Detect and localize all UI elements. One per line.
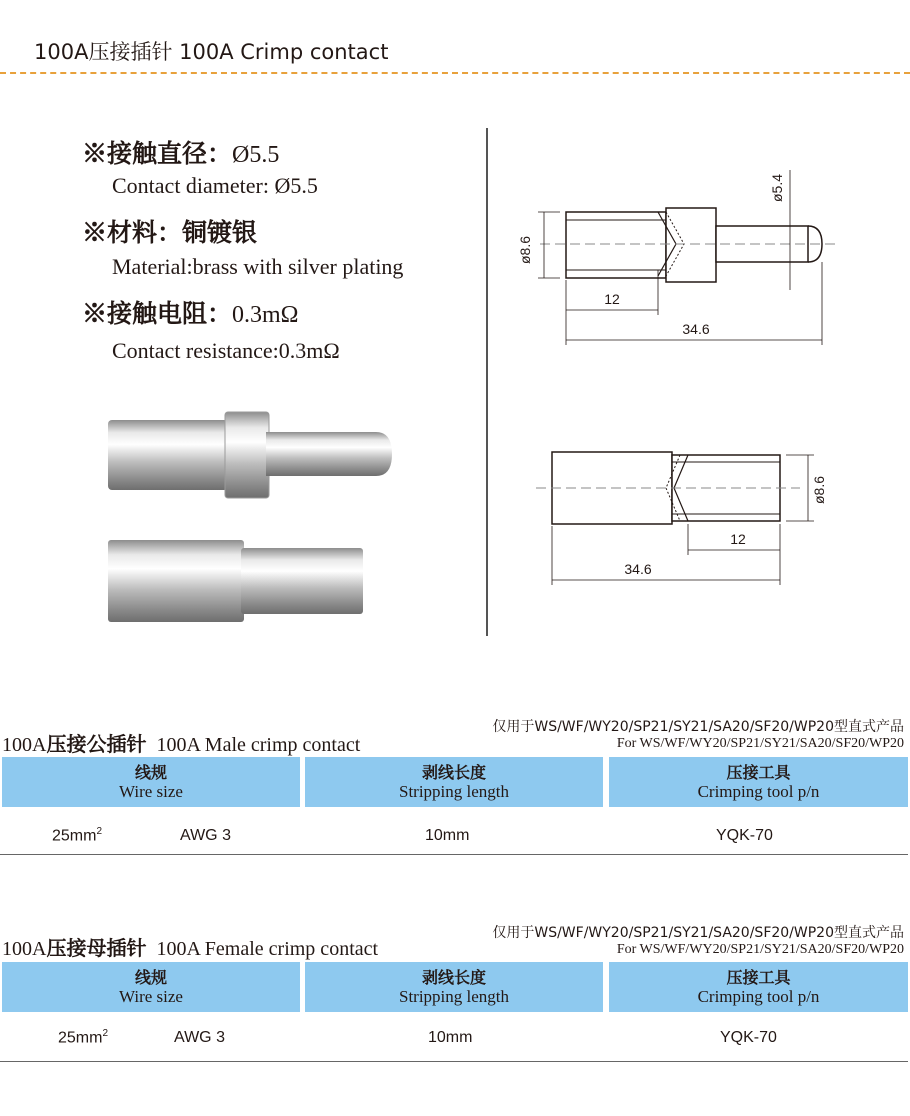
spec-resistance-zh: [82, 294, 299, 330]
header-zh: 剥线长度: [421, 968, 486, 987]
male-dim-l2: 34.6: [682, 321, 710, 337]
female-title-en: 100A Female crimp contact: [156, 938, 379, 960]
spec-diameter-en: Contact diameter: Ø5.5: [112, 173, 318, 198]
male-dim-d2: ø5.4: [769, 173, 785, 203]
spec-diameter-zh: [82, 134, 279, 170]
female-drawing: [536, 452, 814, 585]
male-header-strip-length: [305, 757, 603, 807]
spec-material-zh: [82, 213, 257, 249]
male-wire-awg: AWG 3: [180, 827, 231, 844]
male-header-wire-size: [2, 757, 300, 807]
header-dashed-divider: [0, 72, 910, 74]
product-photo: [100, 400, 400, 630]
male-title-prefix: 100A: [2, 734, 47, 756]
female-title-zh: 压接母插针: [46, 936, 147, 960]
male-strip-length: 10mm: [425, 827, 470, 844]
spec-material-en: Material:brass with silver plating: [112, 254, 404, 279]
male-table-bottom-rule: [0, 854, 908, 855]
vertical-divider: [486, 128, 488, 636]
female-title-prefix: 100A: [2, 938, 47, 960]
female-header-wire-size: [2, 962, 300, 1012]
wire-mm-sup: 2: [102, 1028, 109, 1039]
wire-mm-sup: 2: [96, 826, 103, 837]
female-dim-l1: 12: [730, 531, 746, 547]
technical-drawings: [500, 150, 900, 600]
male-note-en: For WS/WF/WY20/SP21/SY21/SA20/SF20/WP20: [616, 736, 904, 751]
wire-mm-value: 25mm: [58, 1029, 103, 1047]
spec-diameter-value: Ø5.5: [232, 142, 280, 168]
header-zh: 剥线长度: [421, 763, 486, 782]
male-header-crimp-tool: [609, 757, 908, 807]
header-en: Crimping tool p/n: [697, 782, 820, 801]
header-en: Wire size: [119, 782, 183, 801]
male-table-title: [2, 728, 360, 757]
spec-resistance-label: ※接触电阻：: [82, 299, 233, 328]
header-en: Crimping tool p/n: [697, 987, 820, 1006]
male-pin-photo: [108, 412, 392, 498]
male-title-zh: 压接公插针: [46, 732, 147, 756]
male-dim-d1: ø8.6: [517, 235, 533, 265]
spec-diameter-label: ※接触直径：: [82, 139, 233, 168]
spec-material-label: ※材料：: [82, 218, 183, 247]
spec-material-value: 铜镀银: [182, 218, 258, 247]
page-title: 100A压接插针 100A Crimp contact: [34, 40, 389, 64]
header-zh: 压接工具: [726, 763, 791, 782]
header-zh: 线规: [134, 763, 167, 782]
female-dim-d1: ø8.6: [811, 475, 827, 505]
spec-resistance-en: Contact resistance:0.3mΩ: [112, 338, 340, 363]
female-wire-mm: [58, 1028, 108, 1047]
male-drawing: [538, 170, 840, 345]
spec-resistance-value: 0.3mΩ: [232, 302, 299, 328]
header-en: Wire size: [119, 987, 183, 1006]
male-dim-l1: 12: [604, 291, 620, 307]
header-en: Stripping length: [398, 987, 510, 1006]
male-title-en: 100A Male crimp contact: [156, 734, 361, 756]
female-table-title: [2, 932, 378, 961]
female-header-crimp-tool: [609, 962, 908, 1012]
wire-mm-value: 25mm: [52, 827, 97, 845]
female-header-strip-length: [305, 962, 603, 1012]
female-note-zh: 仅用于WS/WF/WY20/SP21/SY21/SA20/SF20/WP20型直式产品: [492, 925, 904, 941]
male-crimp-tool: YQK-70: [716, 827, 773, 844]
header-zh: 压接工具: [726, 968, 791, 987]
female-dim-l2: 34.6: [624, 561, 652, 577]
female-strip-length: 10mm: [428, 1029, 473, 1046]
female-pin-photo: [108, 540, 363, 622]
header-en: Stripping length: [398, 782, 510, 801]
female-table-bottom-rule: [0, 1061, 908, 1062]
female-crimp-tool: YQK-70: [720, 1029, 777, 1046]
male-wire-mm: [52, 826, 102, 845]
header-zh: 线规: [134, 968, 167, 987]
male-note-zh: 仅用于WS/WF/WY20/SP21/SY21/SA20/SF20/WP20型直式产品: [492, 719, 904, 735]
female-note-en: For WS/WF/WY20/SP21/SY21/SA20/SF20/WP20: [616, 942, 904, 957]
female-wire-awg: AWG 3: [174, 1029, 225, 1046]
